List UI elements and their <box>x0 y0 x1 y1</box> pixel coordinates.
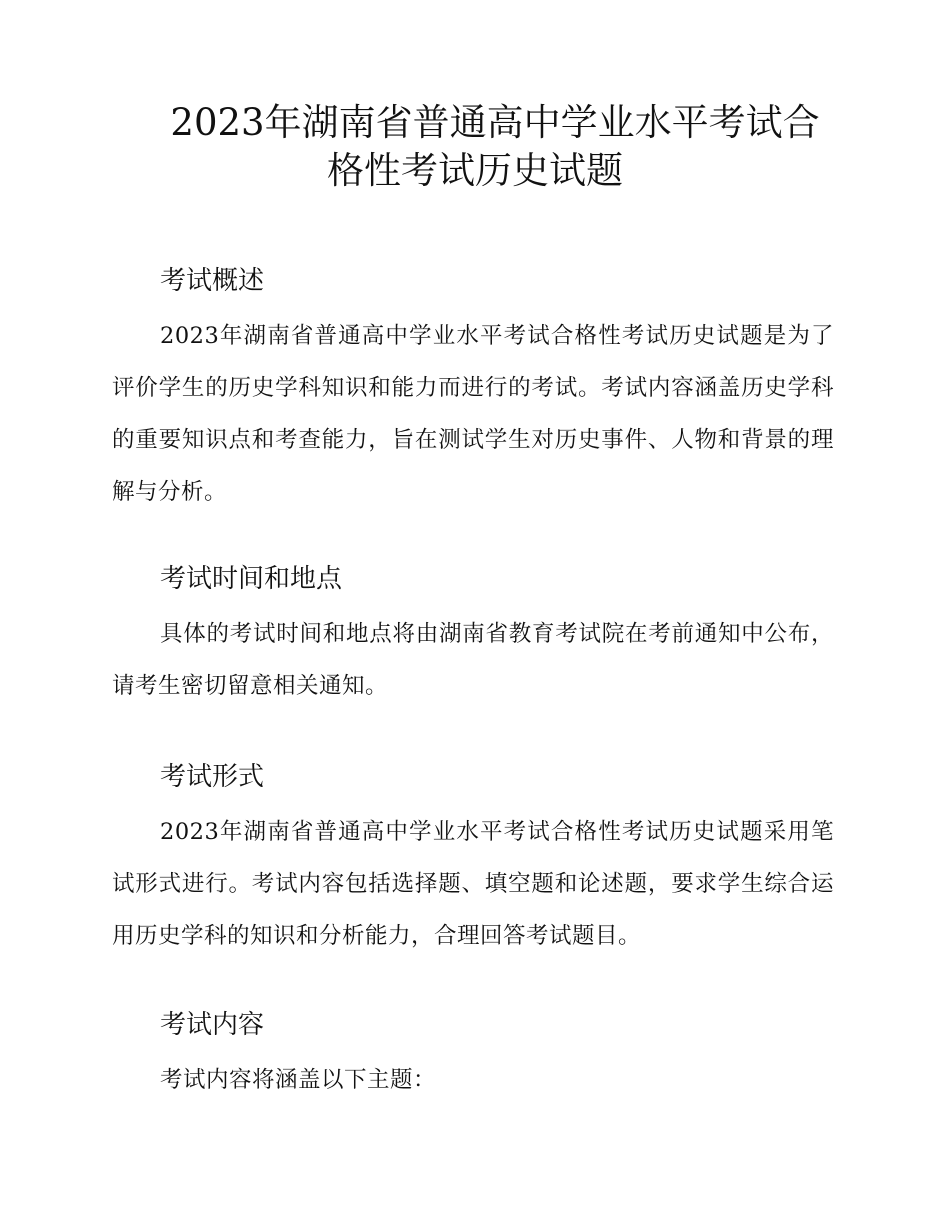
document-title-line-1: 2023年湖南省普通高中学业水平考试合 <box>170 101 820 144</box>
section-heading-time-location: 考试时间和地点 <box>160 564 343 594</box>
section-paragraph-format: 2023年湖南省普通高中学业水平考试合格性考试历史试题采用笔试形式进行。考试内容包括选择题、填空题和论述题，要求学生综合运用历史学科的知识和分析能力，合理回答考试题目。 <box>112 819 834 949</box>
section-heading-content: 考试内容 <box>160 1010 265 1040</box>
document-title-line-2: 格性考试历史试题 <box>327 149 623 192</box>
section-paragraph-time-location: 具体的考试时间和地点将由湖南省教育考试院在考前通知中公布，请考生密切留意相关通知。 <box>112 621 834 699</box>
section-heading-format: 考试形式 <box>160 762 265 792</box>
section-heading-overview: 考试概述 <box>160 266 265 296</box>
section-paragraph-overview: 2023年湖南省普通高中学业水平考试合格性考试历史试题是为了评价学生的历史学科知识和能力而进行的考试。考试内容涵盖历史学科的重要知识点和考查能力，旨在测试学生对历史事件、人物和背景的理解与分析。 <box>112 323 834 505</box>
section-paragraph-content: 考试内容将涵盖以下主题： <box>160 1067 437 1093</box>
